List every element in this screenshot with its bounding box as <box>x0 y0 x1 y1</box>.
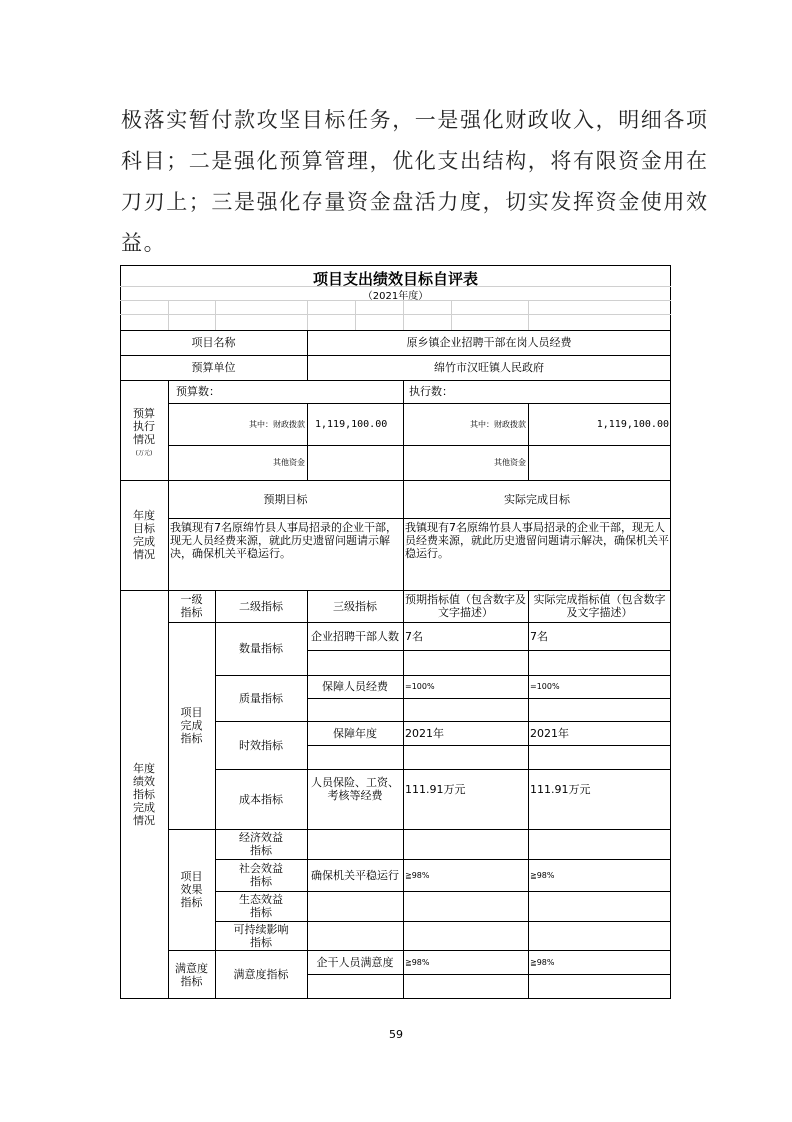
grid-line <box>168 300 169 330</box>
header-expected: 预期指标值（包含数字及文字描述） <box>405 593 526 619</box>
grid-line <box>307 300 308 330</box>
timeliness-expected: 2021年 <box>405 726 444 740</box>
paragraph-line: 刀刃上；三是强化存量资金盘活力度，切实发挥资金使用效 <box>121 190 709 214</box>
grid-line <box>120 314 671 315</box>
ecological-label: 生态效益指标 <box>239 893 283 919</box>
cost-label: 成本指标 <box>239 792 283 806</box>
expected-goal-text: 我镇现有7名原绵竹县人事局招录的企业干部，现无人员经费来源，就此历史遗留问题请示解决，确保机关平稳运行。 <box>170 521 397 560</box>
page-number: 59 <box>389 1028 403 1041</box>
social-item: 确保机关平稳运行 <box>311 868 399 882</box>
table-subtitle: （2021年度） <box>362 291 429 302</box>
quality-label: 质量指标 <box>239 691 283 705</box>
social-expected: ≧98% <box>405 870 430 880</box>
cost-actual: 111.91万元 <box>530 782 591 796</box>
project-completion-label: 项目完成指标 <box>180 706 203 745</box>
table-line <box>307 650 671 651</box>
expected-goal-header: 预期目标 <box>263 492 308 506</box>
satisfaction-expected: ≧98% <box>405 957 430 967</box>
grid-line <box>403 300 404 330</box>
header-level1: 一级指标 <box>180 593 203 619</box>
table-line <box>307 698 671 699</box>
budget-unit-value: 绵竹市汉旺镇人民政府 <box>434 361 544 374</box>
effect-label: 项目效果指标 <box>180 870 203 909</box>
paragraph-line: 科目；二是强化预算管理，优化支出结构，将有限资金用在 <box>121 149 709 173</box>
unit-note: (万元) <box>135 449 153 457</box>
project-name-label: 项目名称 <box>191 336 236 349</box>
header-level2: 二级指标 <box>239 599 283 613</box>
header-level3: 三级指标 <box>333 599 377 613</box>
budget-unit-label: 预算单位 <box>191 361 236 374</box>
timeliness-actual: 2021年 <box>530 726 569 740</box>
exec-fiscal-label: 其中：财政拨款 <box>470 419 526 429</box>
social-label: 社会效益指标 <box>239 862 283 888</box>
table-line <box>307 974 671 975</box>
timeliness-item: 保障年度 <box>333 726 377 740</box>
budget-exec-label: 预算执行情况 <box>133 406 155 446</box>
quantity-expected: 7名 <box>405 629 423 643</box>
exec-fiscal-value: 1,119,100.00 <box>596 418 669 430</box>
table-line <box>307 403 308 480</box>
annual-goal-label: 年度目标完成情况 <box>133 509 155 561</box>
indicator-section-label: 年度绩效指标完成情况 <box>133 762 155 827</box>
grid-line <box>120 286 671 287</box>
grid-line <box>528 300 529 330</box>
project-name-value: 原乡镇企业招聘干部在岗人员经费 <box>406 336 572 349</box>
cost-item: 人员保险、工资、考核等经费 <box>311 776 399 802</box>
satisfaction-label: 满意度指标 <box>233 968 289 981</box>
paragraph-line: 益。 <box>121 231 167 255</box>
cost-expected: 111.91万元 <box>405 782 466 796</box>
grid-line <box>451 300 452 330</box>
satisfaction-actual: ≧98% <box>530 957 555 967</box>
header-actual: 实际完成指标值（包含数字及文字描述） <box>533 593 666 619</box>
timeliness-label: 时效指标 <box>239 738 283 752</box>
grid-line <box>215 300 216 330</box>
satisfaction-group-label: 满意度指标 <box>175 961 208 988</box>
exec-other-label: 其他资金 <box>494 458 526 467</box>
body-paragraph <box>121 100 709 264</box>
grid-line <box>120 300 671 301</box>
quality-actual: =100% <box>530 682 560 691</box>
quality-expected: =100% <box>405 682 435 691</box>
table-line <box>307 745 671 746</box>
paragraph-line: 极落实暂付款攻坚目标任务，一是强化财政收入，明细各项 <box>121 108 709 132</box>
social-actual: ≧98% <box>530 870 555 880</box>
budget-fiscal-label: 其中：财政拨款 <box>249 419 305 429</box>
sustainable-label: 可持续影响指标 <box>233 922 289 949</box>
quality-item: 保障人员经费 <box>322 680 388 693</box>
grid-line <box>355 300 356 330</box>
budget-other-label: 其他资金 <box>273 458 305 467</box>
quantity-actual: 7名 <box>530 629 548 643</box>
satisfaction-item: 企干人员满意度 <box>316 955 394 969</box>
actual-goal-header: 实际完成目标 <box>504 492 570 506</box>
table-title: 项目支出绩效目标自评表 <box>312 270 478 288</box>
quantity-label: 数量指标 <box>239 642 283 655</box>
economic-label: 经济效益指标 <box>239 831 283 857</box>
budget-num-label: 预算数： <box>176 385 220 398</box>
budget-fiscal-value: 1,119,100.00 <box>315 418 388 430</box>
actual-goal-text: 我镇现有7名原绵竹县人事局招录的企业干部，现无人员经费来源，就此历史遗留问题请示解决，确保机关平稳运行。 <box>405 521 669 560</box>
quantity-item: 企业招聘干部人数 <box>311 629 399 643</box>
exec-num-label: 执行数： <box>409 385 453 398</box>
